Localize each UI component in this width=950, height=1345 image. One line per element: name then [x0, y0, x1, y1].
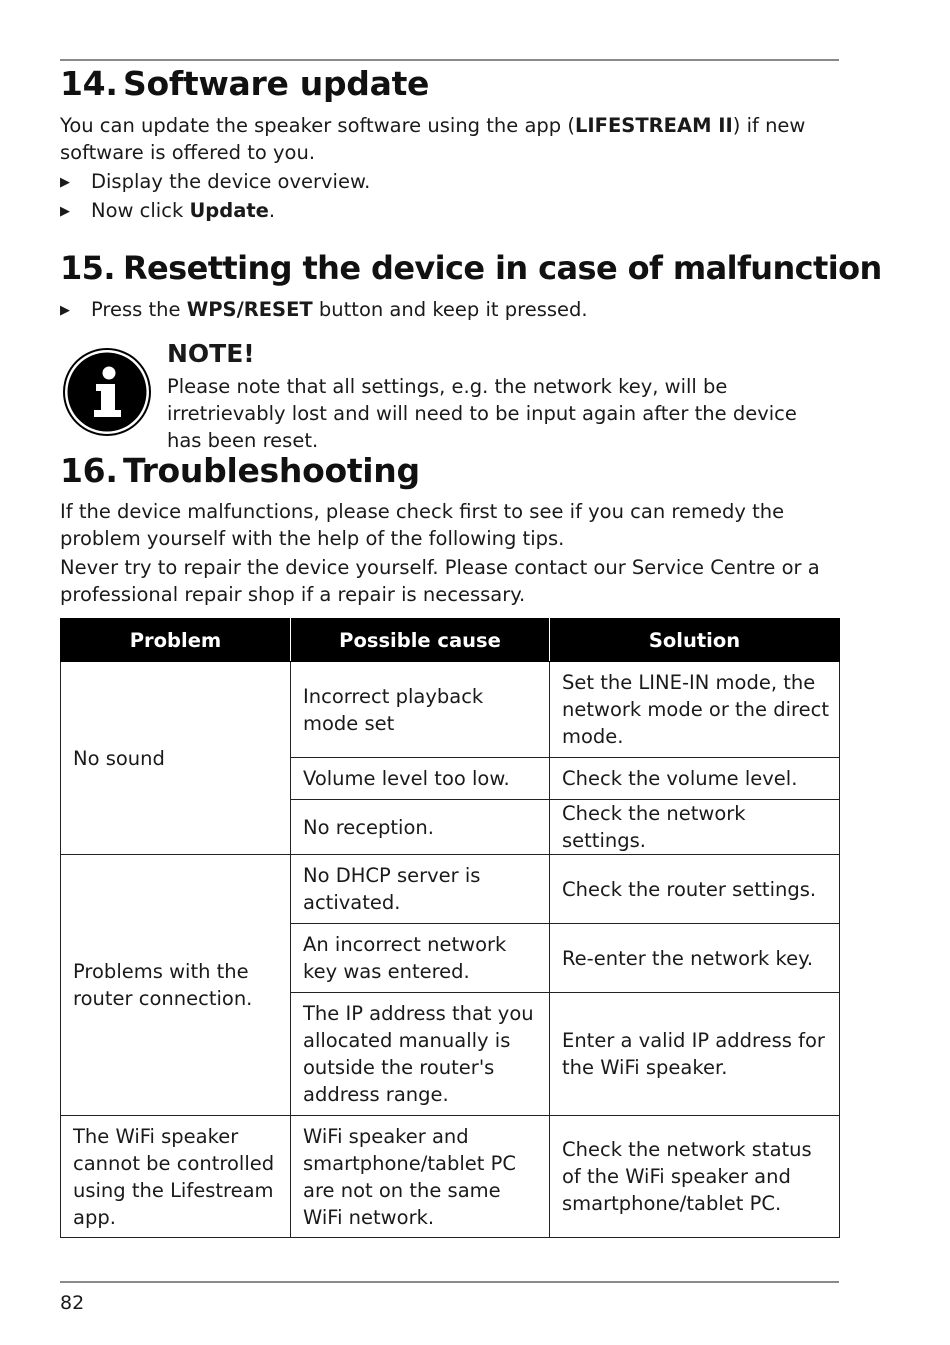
step-text: .: [268, 199, 276, 222]
step-bold-text: Update: [189, 199, 269, 222]
cause-cell: The IP address that you allocated manually is outside the router's address range.: [291, 993, 550, 1116]
section-16-paragraph: Never try to repair the device yourself. Please contact our Service Centre or a professional repair shop if a repair is necessary.: [60, 556, 820, 606]
section-15-heading: [60, 249, 882, 287]
section-14-intro: [60, 112, 840, 166]
intro-text: You can update the speaker software using the app (: [60, 114, 575, 137]
problem-cell: The WiFi speaker cannot be controlled using the Lifestream app.: [61, 1116, 291, 1238]
section-number: 16.: [60, 451, 118, 490]
cause-cell: Incorrect playback mode set: [291, 662, 550, 758]
section-title: Resetting the device in case of malfunction: [123, 249, 882, 287]
problem-cell: Problems with the router connection.: [61, 855, 291, 1116]
cause-cell: WiFi speaker and smartphone/tablet PC are not on the same WiFi network.: [291, 1116, 550, 1238]
section-16-heading: [60, 451, 420, 490]
step-text: Now click: [91, 199, 190, 222]
solution-cell: Set the LINE-IN mode, the network mode or the direct mode.: [550, 662, 840, 758]
solution-cell: Check the router settings.: [550, 855, 840, 924]
step-item: [60, 296, 588, 326]
note-text: Please note that all settings, e.g. the network key, will be irretrievably lost and will need to be input again after the device has been reset.: [167, 375, 797, 452]
cause-cell: No reception.: [291, 800, 550, 855]
bottom-rule: [60, 1281, 839, 1283]
header-possible-cause: Possible cause: [291, 619, 550, 662]
triangle-right-icon: ▶: [60, 175, 70, 190]
triangle-right-icon: ▶: [60, 303, 70, 318]
top-rule: [60, 59, 839, 61]
troubleshooting-table: [60, 618, 840, 1238]
section-number: 15.: [60, 249, 115, 287]
header-problem: Problem: [61, 619, 291, 662]
section-number: 14.: [60, 64, 118, 103]
solution-cell: Check the network settings.: [550, 800, 840, 855]
triangle-right-icon: ▶: [60, 204, 70, 219]
solution-cell: Check the network status of the WiFi speaker and smartphone/tablet PC.: [550, 1116, 840, 1238]
section-14-heading: [60, 64, 429, 103]
table-row: [61, 855, 840, 924]
table-row: [61, 1116, 840, 1238]
table-row: [61, 662, 840, 758]
info-icon: [63, 348, 151, 436]
solution-cell: Check the volume level.: [550, 758, 840, 800]
cause-cell: Volume level too low.: [291, 758, 550, 800]
app-name: LIFESTREAM II: [574, 114, 733, 137]
note-title: NOTE!: [167, 339, 255, 368]
step-item: [60, 197, 275, 227]
cause-cell: No DHCP server is activated.: [291, 855, 550, 924]
step-item: [60, 168, 370, 198]
page-number: 82: [60, 1292, 85, 1314]
problem-cell: No sound: [61, 662, 291, 855]
step-text: button and keep it pressed.: [312, 298, 588, 321]
step-text: Display the device overview.: [91, 170, 371, 193]
step-text: Press the: [91, 298, 187, 321]
section-title: Software update: [123, 64, 430, 103]
section-title: Troubleshooting: [123, 451, 420, 490]
table-header-row: [61, 619, 840, 662]
intro-text: ) if new software is offered to you.: [60, 114, 806, 164]
solution-cell: Re-enter the network key.: [550, 924, 840, 993]
button-name: WPS/RESET: [186, 298, 313, 321]
cause-cell: An incorrect network key was entered.: [291, 924, 550, 993]
section-16-paragraph: If the device malfunctions, please check first to see if you can remedy the problem yourself with the help of the following tips.: [60, 500, 785, 550]
header-solution: Solution: [550, 619, 840, 662]
solution-cell: Enter a valid IP address for the WiFi speaker.: [550, 993, 840, 1116]
